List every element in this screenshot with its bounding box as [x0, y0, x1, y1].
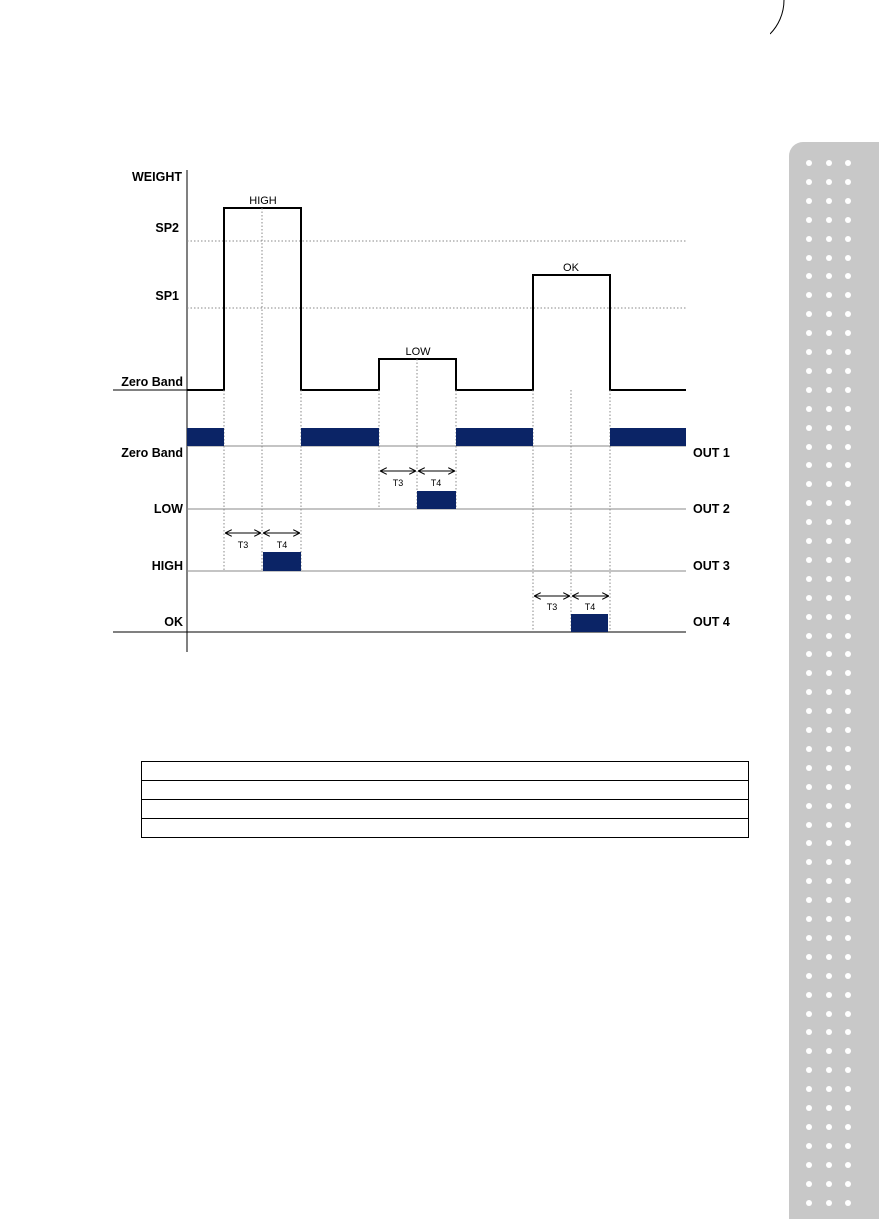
sidebar-dot	[826, 519, 832, 525]
sidebar-dot	[826, 954, 832, 960]
sidebar-dot	[806, 992, 812, 998]
out2-right-label: OUT 2	[693, 502, 730, 516]
sidebar-dot	[806, 1048, 812, 1054]
sidebar-dot	[845, 727, 851, 733]
sidebar-dot	[826, 425, 832, 431]
t4-label-high: T4	[276, 540, 288, 550]
sidebar-dot	[826, 1086, 832, 1092]
out3-right-label: OUT 3	[693, 559, 730, 573]
sidebar-dot	[845, 633, 851, 639]
t3-label-ok: T3	[546, 602, 558, 612]
sidebar-dot	[806, 803, 812, 809]
sidebar-dot	[845, 765, 851, 771]
sidebar-dot	[845, 425, 851, 431]
sidebar-dot	[845, 614, 851, 620]
sidebar-dot	[826, 708, 832, 714]
sidebar-dot	[806, 897, 812, 903]
table-cell	[142, 781, 749, 800]
zero-band-label: Zero Band	[121, 375, 183, 389]
out4-right-label: OUT 4	[693, 615, 730, 629]
decorative-sidebar	[789, 142, 879, 1219]
sidebar-dot	[826, 387, 832, 393]
sidebar-dot	[806, 444, 812, 450]
sidebar-dot	[806, 311, 812, 317]
table-cell	[142, 762, 749, 781]
sidebar-dot	[845, 273, 851, 279]
sidebar-dot	[826, 897, 832, 903]
sidebar-dot	[806, 765, 812, 771]
sidebar-dot	[806, 859, 812, 865]
sidebar-dot	[845, 651, 851, 657]
sidebar-dot	[845, 519, 851, 525]
sidebar-dot	[806, 406, 812, 412]
sidebar-dot	[806, 1181, 812, 1187]
sidebar-dot	[806, 1011, 812, 1017]
sidebar-dot	[806, 935, 812, 941]
sidebar-dot	[826, 840, 832, 846]
sidebar-dot	[806, 368, 812, 374]
weight-axis-title: WEIGHT	[132, 170, 182, 184]
sidebar-dot	[806, 557, 812, 563]
out1-left-label: Zero Band	[121, 446, 183, 460]
sidebar-dot	[845, 330, 851, 336]
sidebar-dot	[806, 576, 812, 582]
sidebar-dot	[845, 160, 851, 166]
sidebar-dot	[826, 273, 832, 279]
table-row	[142, 800, 749, 819]
sidebar-dot	[806, 916, 812, 922]
sidebar-dot	[806, 840, 812, 846]
out3-left-label: HIGH	[151, 559, 183, 573]
sidebar-dot	[845, 878, 851, 884]
sidebar-dot	[845, 349, 851, 355]
sidebar-dot	[826, 444, 832, 450]
sidebar-dot	[826, 1181, 832, 1187]
sidebar-dot	[845, 292, 851, 298]
sidebar-dot	[845, 368, 851, 374]
sidebar-dot	[806, 349, 812, 355]
sidebar-dot	[826, 727, 832, 733]
sidebar-dot	[845, 935, 851, 941]
low-pulse-label: LOW	[405, 346, 431, 358]
sidebar-dot	[806, 784, 812, 790]
sidebar-dot	[845, 973, 851, 979]
sidebar-dot	[845, 500, 851, 506]
sidebar-dot	[806, 1067, 812, 1073]
sidebar-dot	[826, 1143, 832, 1149]
sidebar-dot	[806, 330, 812, 336]
sidebar-dot	[806, 273, 812, 279]
t4-label-ok: T4	[584, 602, 596, 612]
out2-left-label: LOW	[153, 502, 183, 516]
sidebar-dot	[845, 1105, 851, 1111]
sidebar-dot	[845, 179, 851, 185]
sidebar-dot	[845, 708, 851, 714]
sidebar-dot	[806, 236, 812, 242]
sidebar-dot	[845, 1162, 851, 1168]
output-baselines	[113, 446, 686, 632]
sidebar-dot	[826, 651, 832, 657]
sidebar-dot	[826, 595, 832, 601]
sidebar-dot	[845, 1048, 851, 1054]
sidebar-dot	[845, 897, 851, 903]
sidebar-dot	[845, 462, 851, 468]
sidebar-dot	[845, 538, 851, 544]
sidebar-dot	[826, 1029, 832, 1035]
sidebar-dot	[826, 179, 832, 185]
sidebar-dot	[806, 973, 812, 979]
sidebar-dot	[826, 670, 832, 676]
sidebar-dot	[826, 292, 832, 298]
sidebar-dot	[806, 519, 812, 525]
sidebar-dot	[826, 330, 832, 336]
sidebar-dot	[845, 387, 851, 393]
sidebar-dot	[806, 481, 812, 487]
sidebar-dot	[826, 406, 832, 412]
sidebar-dot	[806, 1162, 812, 1168]
out2-active-block	[417, 491, 456, 509]
sidebar-dot	[806, 954, 812, 960]
out4-left-label: OK	[164, 615, 183, 629]
sidebar-dot	[826, 557, 832, 563]
sidebar-dot	[806, 651, 812, 657]
sidebar-dot	[845, 1181, 851, 1187]
table-cell	[142, 800, 749, 819]
sidebar-dot	[806, 255, 812, 261]
sidebar-dot	[806, 500, 812, 506]
sidebar-dot	[806, 292, 812, 298]
sidebar-dot	[845, 859, 851, 865]
t3-label-low: T3	[392, 478, 404, 488]
sidebar-dot	[826, 255, 832, 261]
sidebar-dot	[826, 160, 832, 166]
sidebar-dot	[826, 349, 832, 355]
sidebar-dot	[826, 481, 832, 487]
sidebar-dot	[826, 973, 832, 979]
sidebar-dot	[826, 822, 832, 828]
sidebar-dot	[845, 916, 851, 922]
sidebar-dot	[806, 217, 812, 223]
sidebar-dot	[826, 784, 832, 790]
sidebar-dot	[806, 822, 812, 828]
sidebar-dot	[806, 614, 812, 620]
out4-active-block	[571, 614, 608, 632]
sp1-label: SP1	[155, 289, 179, 303]
sidebar-dot	[826, 1105, 832, 1111]
sidebar-dot	[806, 462, 812, 468]
sidebar-dot	[826, 859, 832, 865]
sidebar-dot	[826, 311, 832, 317]
sidebar-dot	[845, 217, 851, 223]
sidebar-dot	[845, 311, 851, 317]
sidebar-dot	[845, 689, 851, 695]
high-pulse-label: HIGH	[249, 195, 277, 207]
sidebar-dot	[845, 1086, 851, 1092]
sidebar-dot	[845, 670, 851, 676]
sidebar-dot	[806, 746, 812, 752]
sidebar-dot	[845, 1124, 851, 1130]
sidebar-dot	[826, 689, 832, 695]
sidebar-dot	[826, 1124, 832, 1130]
sidebar-dot	[845, 746, 851, 752]
sidebar-dot	[826, 614, 832, 620]
sidebar-dot	[845, 954, 851, 960]
sidebar-dot	[845, 557, 851, 563]
sidebar-dot	[806, 1124, 812, 1130]
sidebar-dot	[845, 1067, 851, 1073]
sidebar-dot	[845, 992, 851, 998]
sidebar-dot	[826, 217, 832, 223]
sidebar-dot	[806, 179, 812, 185]
sidebar-dot	[826, 236, 832, 242]
table-row	[142, 762, 749, 781]
sidebar-dot	[826, 916, 832, 922]
sidebar-dot	[845, 481, 851, 487]
blank-table	[141, 761, 749, 838]
out3-active-block	[263, 552, 301, 571]
table-row	[142, 781, 749, 800]
sidebar-dot	[826, 1067, 832, 1073]
sidebar-dot	[806, 1029, 812, 1035]
sidebar-dot	[806, 878, 812, 884]
sidebar-dot	[845, 1011, 851, 1017]
sidebar-dot	[826, 368, 832, 374]
sidebar-dot	[806, 727, 812, 733]
sidebar-dot	[845, 840, 851, 846]
sidebar-dot	[845, 1143, 851, 1149]
sidebar-dot	[845, 803, 851, 809]
sidebar-dot	[806, 1143, 812, 1149]
sidebar-dot	[826, 633, 832, 639]
sidebar-dot	[806, 633, 812, 639]
sidebar-dot	[845, 576, 851, 582]
sidebar-dot	[826, 1048, 832, 1054]
sidebar-dot	[806, 595, 812, 601]
sidebar-dot	[845, 784, 851, 790]
sidebar-dot	[826, 935, 832, 941]
t3-label-high: T3	[237, 540, 249, 550]
sidebar-dot	[806, 689, 812, 695]
sidebar-dot	[806, 1086, 812, 1092]
sidebar-dot	[845, 822, 851, 828]
sidebar-dot	[806, 160, 812, 166]
t4-label-low: T4	[430, 478, 442, 488]
sidebar-dot	[806, 670, 812, 676]
sidebar-dot	[826, 992, 832, 998]
sidebar-dot	[826, 1200, 832, 1206]
table-row	[142, 819, 749, 838]
table-cell	[142, 819, 749, 838]
sidebar-dot	[845, 444, 851, 450]
ok-pulse-label: OK	[563, 262, 579, 274]
sidebar-dot	[826, 803, 832, 809]
sidebar-dot	[845, 406, 851, 412]
sidebar-dot	[806, 1105, 812, 1111]
sidebar-dot	[806, 387, 812, 393]
sp2-label: SP2	[155, 221, 179, 235]
sidebar-dot	[826, 1011, 832, 1017]
sidebar-dot	[845, 255, 851, 261]
sidebar-dot	[845, 1200, 851, 1206]
sidebar-dot	[845, 236, 851, 242]
sidebar-dot	[806, 198, 812, 204]
sidebar-dot	[826, 746, 832, 752]
sidebar-dot	[826, 576, 832, 582]
out1-right-label: OUT 1	[693, 446, 730, 460]
sidebar-dot	[806, 425, 812, 431]
sidebar-dot	[826, 878, 832, 884]
sidebar-dot	[826, 198, 832, 204]
sidebar-dot	[806, 1200, 812, 1206]
sidebar-dot	[845, 1029, 851, 1035]
sidebar-dot	[806, 708, 812, 714]
sidebar-dot	[845, 595, 851, 601]
sidebar-dot	[826, 538, 832, 544]
sidebar-dot	[826, 1162, 832, 1168]
sidebar-dot	[826, 500, 832, 506]
sidebar-dot	[826, 765, 832, 771]
sidebar-dot	[806, 538, 812, 544]
sidebar-dot	[826, 462, 832, 468]
sidebar-dot	[845, 198, 851, 204]
